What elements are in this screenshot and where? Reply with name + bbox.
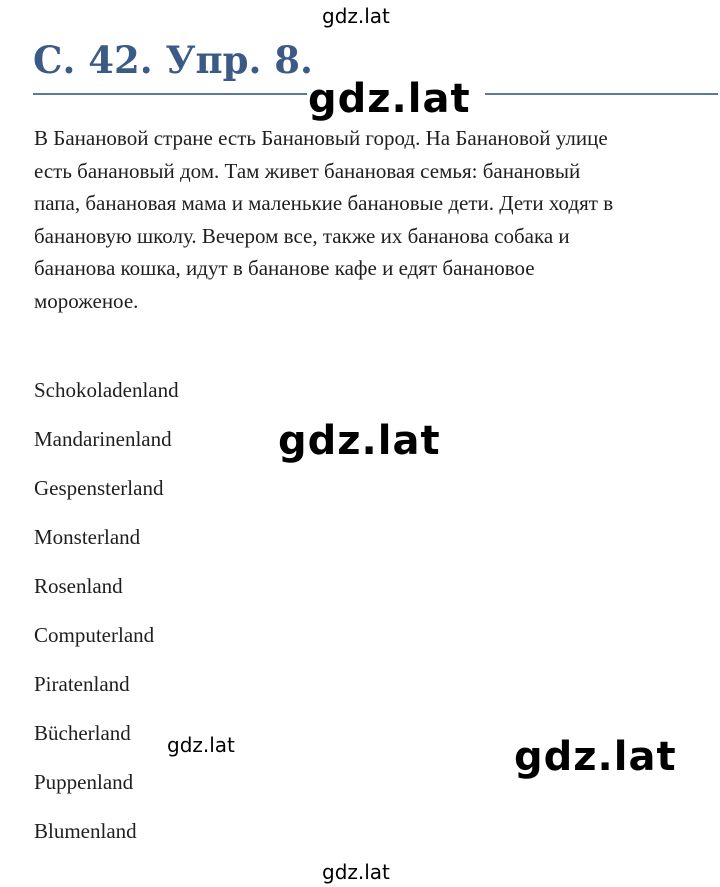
title-underline-right <box>485 93 718 95</box>
paragraph-line: банановую школу. Вечером все, также их бананова собака и <box>34 223 570 248</box>
watermark-middle: gdz.lat <box>278 418 441 464</box>
paragraph-line: бананова кошка, идут в бананове кафе и едят банановое <box>34 256 535 280</box>
watermark-lower-left: gdz.lat <box>167 733 235 757</box>
list-item: Piratenland <box>34 672 130 696</box>
watermark-lower-right: gdz.lat <box>514 734 677 780</box>
list-item: Computerland <box>34 623 155 647</box>
paragraph-line: В Банановой стране есть Банановый город. На Банановой улице <box>34 126 608 150</box>
title-underline-left <box>33 93 307 95</box>
list-item: Schokoladenland <box>34 378 179 402</box>
watermark-top: gdz.lat <box>322 4 390 28</box>
page-title: С. 42. Упр. 8. <box>33 38 313 82</box>
list-item: Mandarinenland <box>34 427 172 451</box>
list-item: Puppenland <box>34 770 134 794</box>
paragraph-line: есть банановый дом. Там живет банановая семья: банановый <box>34 158 581 183</box>
paragraph-line: мороженое. <box>34 288 139 313</box>
list-item: Bücherland <box>34 721 131 745</box>
story-paragraph <box>34 122 704 317</box>
list-item: Gespensterland <box>34 476 164 500</box>
watermark-bottom: gdz.lat <box>322 860 390 884</box>
list-item: Rosenland <box>34 574 123 598</box>
list-item: Blumenland <box>34 819 137 843</box>
list-item: Monsterland <box>34 525 141 549</box>
watermark-header: gdz.lat <box>308 76 471 122</box>
land-list <box>34 373 179 863</box>
paragraph-line: папа, банановая мама и маленькие банановые дети. Дети ходят в <box>34 191 614 215</box>
